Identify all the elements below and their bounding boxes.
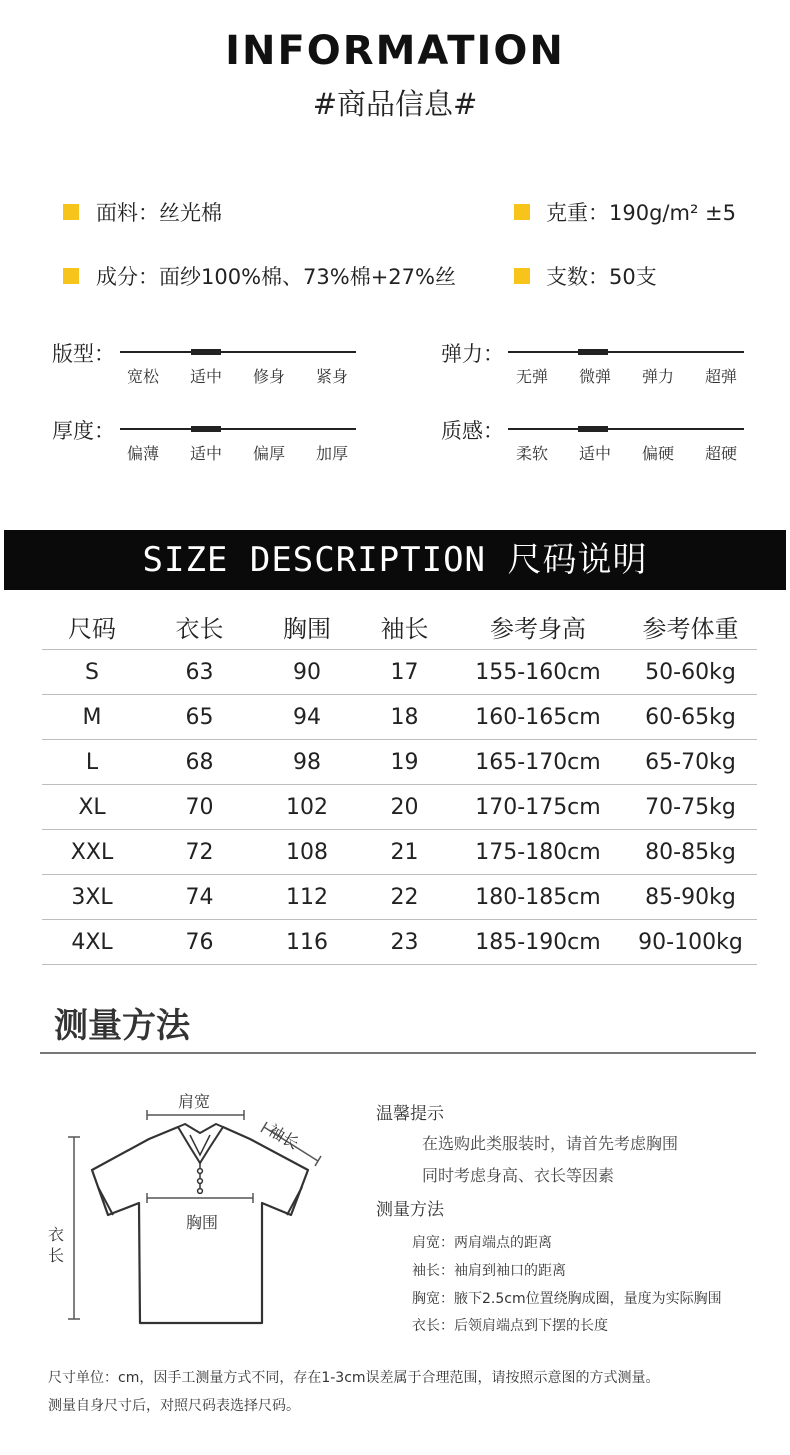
table-cell: 112 bbox=[257, 875, 357, 920]
table-row bbox=[42, 875, 757, 920]
col-header: 尺码 bbox=[68, 615, 116, 643]
scale-option: 超弹 bbox=[704, 367, 737, 386]
footer-note: 尺寸单位：cm，因手工测量方式不同，存在1-3cm误差属于合理范围，请按照示意图的方式测量。 bbox=[48, 1370, 660, 1386]
table-row bbox=[42, 830, 757, 875]
table-cell: 76 bbox=[142, 920, 257, 965]
table-cell: 185-190cm bbox=[452, 920, 624, 965]
method-item: 胸宽：腋下2.5cm位置绕胸成圈，量度为实际胸围 bbox=[412, 1291, 722, 1307]
bullet-icon bbox=[63, 204, 79, 220]
scale-thickness-marker bbox=[191, 426, 221, 432]
table-row bbox=[42, 920, 757, 965]
table-cell: 63 bbox=[142, 650, 257, 695]
length-label: 长 bbox=[48, 1246, 65, 1265]
shirt-diagram bbox=[40, 1075, 340, 1340]
table-cell: 70 bbox=[142, 785, 257, 830]
size-banner: SIZE DESCRIPTION 尺码说明 bbox=[4, 530, 786, 590]
col-header: 参考体重 bbox=[642, 615, 739, 643]
scale-option: 紧身 bbox=[315, 367, 348, 386]
table-cell: 116 bbox=[257, 920, 357, 965]
table-cell: 21 bbox=[357, 830, 452, 875]
page-subtitle: #商品信息# bbox=[312, 87, 478, 121]
tips-line: 同时考虑身高、衣长等因素 bbox=[422, 1166, 615, 1185]
scale-option: 适中 bbox=[578, 444, 611, 463]
table-cell: 23 bbox=[357, 920, 452, 965]
table-cell: 165-170cm bbox=[452, 740, 624, 785]
button-dot bbox=[198, 1179, 203, 1184]
table-cell: L bbox=[42, 740, 142, 785]
scale-texture-line bbox=[508, 428, 744, 430]
scale-option: 柔软 bbox=[515, 444, 548, 463]
table-cell: 90-100kg bbox=[624, 920, 757, 965]
table-cell: 80-85kg bbox=[624, 830, 757, 875]
table-row bbox=[42, 740, 757, 785]
page-title: INFORMATION bbox=[225, 28, 565, 74]
table-cell: 50-60kg bbox=[624, 650, 757, 695]
method-item: 袖长：袖肩到袖口的距离 bbox=[412, 1263, 566, 1279]
table-cell: 65 bbox=[142, 695, 257, 740]
table-cell: S bbox=[42, 650, 142, 695]
scale-fit-marker bbox=[191, 349, 221, 355]
size-table bbox=[42, 604, 757, 965]
method-heading: 测量方法 bbox=[376, 1200, 444, 1220]
scale-thickness-line bbox=[120, 428, 356, 430]
scale-option: 偏硬 bbox=[641, 444, 674, 463]
sleeve-label: 袖长 bbox=[265, 1120, 303, 1154]
table-cell: 68 bbox=[142, 740, 257, 785]
table-cell: 175-180cm bbox=[452, 830, 624, 875]
table-header-row bbox=[42, 604, 757, 650]
scale-elasticity-line bbox=[508, 351, 744, 353]
measure-title: 测量方法 bbox=[54, 1006, 190, 1046]
table-cell: 60-65kg bbox=[624, 695, 757, 740]
table-cell: 17 bbox=[357, 650, 452, 695]
table-cell: 108 bbox=[257, 830, 357, 875]
chest-label: 胸围 bbox=[186, 1213, 219, 1232]
table-row bbox=[42, 695, 757, 740]
col-header: 胸围 bbox=[283, 615, 331, 643]
table-cell: 90 bbox=[257, 650, 357, 695]
scale-option: 超硬 bbox=[704, 444, 737, 463]
table-cell: 74 bbox=[142, 875, 257, 920]
length-label: 衣 bbox=[48, 1225, 65, 1244]
scale-option: 偏薄 bbox=[126, 444, 159, 463]
table-cell: 65-70kg bbox=[624, 740, 757, 785]
scale-texture-marker bbox=[578, 426, 608, 432]
scale-fit-line bbox=[120, 351, 356, 353]
col-header: 参考身高 bbox=[490, 615, 586, 643]
table-cell: 22 bbox=[357, 875, 452, 920]
col-header: 袖长 bbox=[380, 615, 429, 643]
bullet-icon bbox=[514, 204, 530, 220]
table-cell: 98 bbox=[257, 740, 357, 785]
col-header: 衣长 bbox=[175, 615, 224, 643]
table-cell: M bbox=[42, 695, 142, 740]
table-cell: 94 bbox=[257, 695, 357, 740]
table-cell: 18 bbox=[357, 695, 452, 740]
scale-thickness-label: 厚度： bbox=[52, 419, 115, 443]
table-cell: 70-75kg bbox=[624, 785, 757, 830]
scale-elasticity-marker bbox=[578, 349, 608, 355]
table-cell: XXL bbox=[42, 830, 142, 875]
scale-elasticity-label: 弹力： bbox=[441, 342, 504, 366]
method-item: 肩宽：两肩端点的距离 bbox=[412, 1235, 552, 1251]
table-cell: XL bbox=[42, 785, 142, 830]
table-cell: 72 bbox=[142, 830, 257, 875]
scale-option: 弹力 bbox=[641, 367, 674, 386]
scale-texture-label: 质感： bbox=[441, 419, 504, 443]
divider bbox=[40, 1052, 756, 1054]
scale-option: 宽松 bbox=[126, 367, 159, 386]
table-cell: 20 bbox=[357, 785, 452, 830]
tips-line: 在选购此类服装时，请首先考虑胸围 bbox=[422, 1134, 679, 1153]
scale-option: 偏厚 bbox=[252, 444, 285, 463]
scale-fit-label: 版型： bbox=[52, 342, 115, 366]
scale-option: 适中 bbox=[189, 444, 222, 463]
table-cell: 85-90kg bbox=[624, 875, 757, 920]
scale-option: 无弹 bbox=[515, 367, 548, 386]
table-row bbox=[42, 650, 757, 695]
table-cell: 160-165cm bbox=[452, 695, 624, 740]
scale-option: 适中 bbox=[189, 367, 222, 386]
table-cell: 19 bbox=[357, 740, 452, 785]
button-dot bbox=[198, 1189, 203, 1194]
info-composition: 成分：面纱100%棉、73%棉+27%丝 bbox=[96, 265, 456, 289]
scale-option: 修身 bbox=[252, 367, 285, 386]
scale-option: 微弹 bbox=[578, 367, 611, 386]
info-weight: 克重：190g/m² ±5 bbox=[546, 201, 736, 225]
method-item: 衣长：后领肩端点到下摆的长度 bbox=[412, 1318, 608, 1334]
table-cell: 102 bbox=[257, 785, 357, 830]
scale-option: 加厚 bbox=[315, 444, 348, 463]
table-row bbox=[42, 785, 757, 830]
shoulder-label: 肩宽 bbox=[178, 1092, 211, 1111]
bullet-icon bbox=[63, 268, 79, 284]
table-cell: 180-185cm bbox=[452, 875, 624, 920]
tips-heading: 温馨提示 bbox=[376, 1104, 444, 1124]
info-fabric: 面料：丝光棉 bbox=[96, 201, 222, 225]
table-cell: 170-175cm bbox=[452, 785, 624, 830]
button-dot bbox=[198, 1169, 203, 1174]
table-cell: 3XL bbox=[42, 875, 142, 920]
table-cell: 4XL bbox=[42, 920, 142, 965]
bullet-icon bbox=[514, 268, 530, 284]
footer-note: 测量自身尺寸后，对照尺码表选择尺码。 bbox=[48, 1398, 300, 1414]
info-count: 支数：50支 bbox=[546, 265, 657, 289]
table-cell: 155-160cm bbox=[452, 650, 624, 695]
